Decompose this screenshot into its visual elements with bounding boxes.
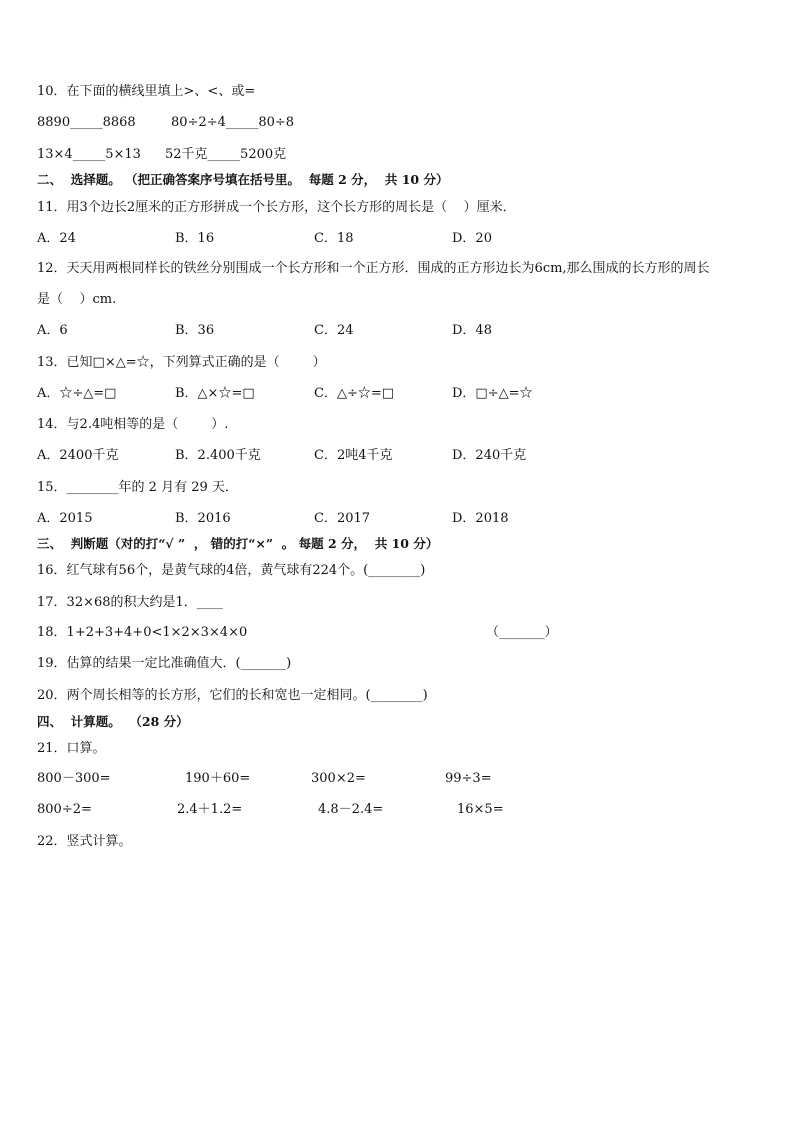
q21-item-6: 2.4＋1.2= (177, 802, 243, 817)
q12-option-b: B．36 (175, 323, 215, 338)
q14-option-b: B．2.400千克 (175, 448, 261, 463)
q13-option-a: A．☆÷△=□ (37, 386, 117, 401)
q10-item-4: 52千克_____5200克 (165, 147, 287, 162)
q21-item-8: 16×5= (457, 802, 504, 817)
q15-option-b: B．2016 (175, 511, 231, 526)
question-16-stem: 16．红气球有56个，是黄气球的4倍，黄气球有224个。(________) (37, 563, 426, 578)
question-21-stem: 21．口算。 (37, 741, 106, 756)
section-3-title: 三、 判断题（对的打“√ ” ， 错的打“×” 。 每题 2 分， 共 10 分） (37, 536, 439, 551)
q21-item-3: 300×2= (311, 771, 366, 786)
question-14-stem: 14．与2.4吨相等的是（ ）. (37, 417, 229, 432)
q14-option-d: D．240千克 (452, 448, 527, 463)
q10-item-1: 8890_____8868 (37, 115, 136, 130)
q13-option-d: D．□÷△=☆ (452, 386, 533, 401)
q15-option-d: D．2018 (452, 511, 509, 526)
question-20-stem: 20．两个周长相等的长方形，它们的长和宽也一定相同。(________) (37, 688, 428, 703)
section-4-title: 四、 计算题。 （28 分） (37, 714, 189, 729)
question-19-stem: 19．估算的结果一定比准确值大．(_______) (37, 656, 292, 671)
question-12-stem-line1: 12．天天用两根同样长的铁丝分别围成一个长方形和一个正方形．围成的正方形边长为6cm,那么围成的长方形的周长 (37, 261, 710, 276)
question-15-stem: 15．________年的 2 月有 29 天． (37, 480, 238, 495)
q11-option-b: B．16 (175, 231, 215, 246)
q21-item-4: 99÷3= (445, 771, 492, 786)
section-2-title: 二、 选择题。 （把正确答案序号填在括号里。 每题 2 分， 共 10 分） (37, 172, 449, 187)
q11-option-d: D．20 (452, 231, 492, 246)
q14-option-c: C．2吨4千克 (314, 448, 393, 463)
q15-option-c: C．2017 (314, 511, 371, 526)
q14-option-a: A．2400千克 (37, 448, 119, 463)
q21-item-5: 800÷2= (37, 802, 92, 817)
q11-option-c: C．18 (314, 231, 354, 246)
q10-item-3: 13×4_____5×13 (37, 147, 141, 162)
question-10-stem: 10．在下面的横线里填上>、<、或= (37, 84, 256, 99)
q13-option-c: C．△÷☆=□ (314, 386, 395, 401)
q21-item-2: 190＋60= (185, 771, 251, 786)
question-22-stem: 22．竖式计算。 (37, 834, 132, 849)
q18-answer-blank: （_______） (486, 625, 558, 640)
question-13-stem: 13．已知□×△=☆，下列算式正确的是（ ） (37, 355, 326, 370)
question-17-stem: 17．32×68的积大约是1．____ (37, 595, 223, 610)
q21-item-7: 4.8－2.4= (318, 802, 384, 817)
q15-option-a: A．2015 (37, 511, 93, 526)
q12-option-c: C．24 (314, 323, 354, 338)
q10-item-2: 80÷2÷4_____80÷8 (171, 115, 295, 130)
question-18-stem: 18．1+2+3+4+0<1×2×3×4×0 (37, 625, 248, 640)
question-12-stem-line2: 是（ ）cm. (37, 292, 117, 307)
q12-option-a: A．6 (37, 323, 68, 338)
q21-item-1: 800－300= (37, 771, 111, 786)
q11-option-a: A．24 (37, 231, 76, 246)
q13-option-b: B．△×☆=□ (175, 386, 255, 401)
question-11-stem: 11．用3个边长2厘米的正方形拼成一个长方形，这个长方形的周长是（ ）厘米． (37, 200, 516, 215)
q12-option-d: D．48 (452, 323, 492, 338)
